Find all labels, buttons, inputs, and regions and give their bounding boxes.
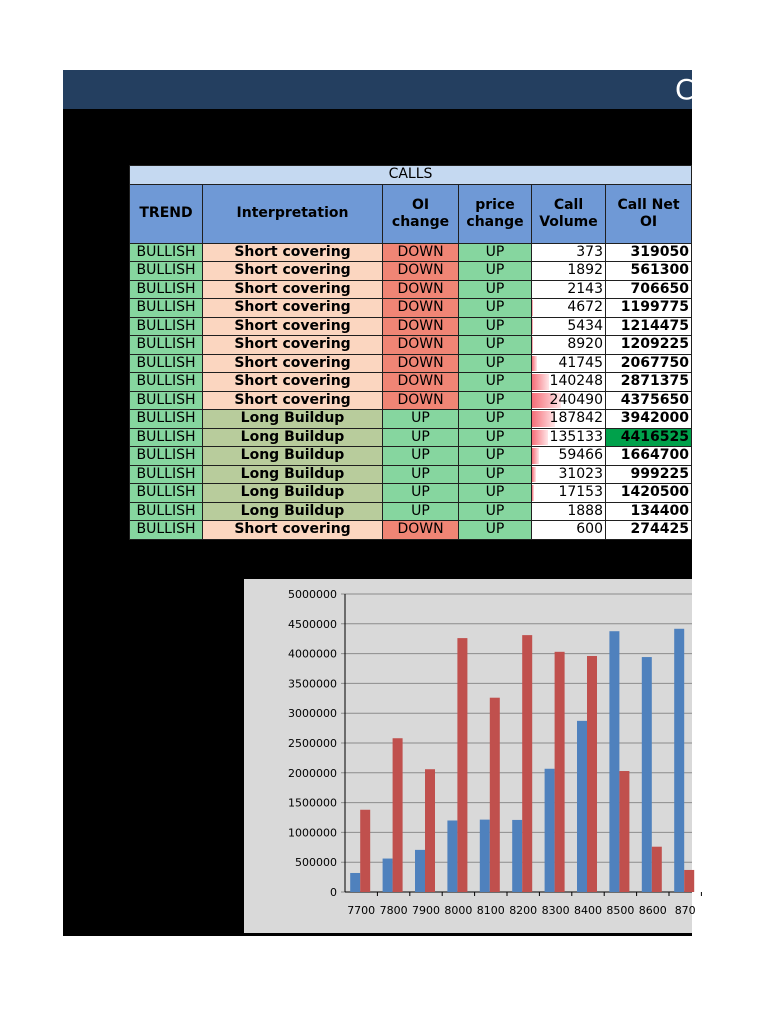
oi-change-cell[interactable]: DOWN — [383, 354, 459, 373]
call-net-oi-cell[interactable]: 3942000 — [606, 410, 692, 429]
chart-canvas — [244, 579, 696, 933]
oi-change-cell[interactable]: DOWN — [383, 373, 459, 392]
oi-change-cell[interactable]: UP — [383, 484, 459, 503]
interpretation-cell[interactable]: Long Buildup — [203, 447, 383, 466]
x-tick-label: 7900 — [412, 904, 440, 917]
interpretation-cell[interactable]: Short covering — [203, 521, 383, 540]
title-bar — [63, 70, 695, 109]
bar-series-1 — [350, 873, 360, 892]
net-oi-bar-chart — [244, 579, 696, 933]
price-change-cell[interactable]: UP — [459, 410, 532, 429]
bar-series-1 — [383, 859, 393, 892]
call-volume-cell[interactable] — [532, 428, 606, 447]
call-volume-value: 59466 — [558, 447, 603, 464]
interpretation-cell[interactable]: Short covering — [203, 262, 383, 281]
bar-series-1 — [512, 820, 522, 892]
sheet-title: C — [675, 73, 695, 106]
col-header-oi-change[interactable]: OI change — [383, 184, 459, 243]
bar-series-2 — [425, 769, 435, 892]
bar-series-1 — [480, 820, 490, 892]
call-net-oi-cell[interactable]: 319050 — [606, 243, 692, 262]
trend-cell[interactable]: BULLISH — [130, 262, 203, 281]
x-tick-label: 7800 — [379, 904, 408, 917]
trend-cell[interactable]: BULLISH — [130, 428, 203, 447]
interpretation-cell[interactable]: Short covering — [203, 243, 383, 262]
interpretation-cell[interactable]: Short covering — [203, 280, 383, 299]
volume-data-bar — [532, 448, 539, 464]
volume-data-bar — [532, 356, 537, 372]
column-header-row — [130, 184, 692, 243]
trend-cell[interactable]: BULLISH — [130, 373, 203, 392]
bar-series-1 — [447, 820, 457, 892]
bar-series-1 — [545, 769, 555, 892]
price-change-cell[interactable]: UP — [459, 465, 532, 484]
oi-change-cell[interactable]: UP — [383, 428, 459, 447]
call-volume-value: 140248 — [549, 373, 603, 390]
table-row — [130, 317, 692, 336]
price-change-cell[interactable]: UP — [459, 521, 532, 540]
call-volume-cell[interactable] — [532, 317, 606, 336]
table-row — [130, 484, 692, 503]
bar-series-2 — [587, 656, 597, 892]
interpretation-cell[interactable]: Short covering — [203, 391, 383, 410]
trend-cell[interactable]: BULLISH — [130, 521, 203, 540]
price-change-cell[interactable]: UP — [459, 391, 532, 410]
x-tick-label: 8300 — [541, 904, 570, 917]
y-tick-label: 4000000 — [288, 647, 337, 661]
table-row — [130, 373, 692, 392]
y-tick-label: 1000000 — [288, 826, 337, 840]
x-tick-label: 8600 — [638, 904, 667, 917]
trend-cell[interactable]: BULLISH — [130, 243, 203, 262]
y-tick-label: 4500000 — [288, 617, 337, 631]
y-tick-label: 0 — [330, 886, 337, 899]
call-volume-cell[interactable] — [532, 336, 606, 355]
call-net-oi-cell[interactable]: 134400 — [606, 502, 692, 521]
call-volume-cell[interactable] — [532, 484, 606, 503]
bar-series-2 — [522, 635, 532, 892]
bar-series-1 — [642, 657, 652, 892]
table-row — [130, 243, 692, 262]
bar-series-2 — [360, 810, 370, 892]
spreadsheet-area — [63, 70, 696, 936]
call-volume-cell[interactable] — [532, 354, 606, 373]
oi-change-cell[interactable]: DOWN — [383, 280, 459, 299]
call-volume-value: 240490 — [549, 391, 603, 408]
trend-cell[interactable]: BULLISH — [130, 484, 203, 503]
col-header-interpretation[interactable]: Interpretation — [203, 184, 383, 243]
bar-series-2 — [684, 870, 694, 892]
oi-change-cell[interactable]: DOWN — [383, 299, 459, 318]
interpretation-cell[interactable]: Short covering — [203, 299, 383, 318]
bar-series-2 — [393, 738, 403, 892]
call-net-oi-cell[interactable]: 4375650 — [606, 391, 692, 410]
col-header-call-volume[interactable]: Call Volume — [532, 184, 606, 243]
interpretation-cell[interactable]: Short covering — [203, 336, 383, 355]
call-volume-cell[interactable] — [532, 447, 606, 466]
oi-change-cell[interactable]: DOWN — [383, 336, 459, 355]
call-volume-cell[interactable] — [532, 243, 606, 262]
interpretation-cell[interactable]: Long Buildup — [203, 484, 383, 503]
call-volume-value: 187842 — [549, 410, 603, 427]
call-volume-value: 4672 — [567, 299, 603, 316]
y-tick-label: 5000000 — [288, 588, 337, 601]
price-change-cell[interactable]: UP — [459, 354, 532, 373]
table-row — [130, 280, 692, 299]
call-net-oi-cell[interactable]: 1209225 — [606, 336, 692, 355]
bar-series-2 — [457, 638, 467, 892]
price-change-cell[interactable]: UP — [459, 280, 532, 299]
interpretation-cell[interactable]: Long Buildup — [203, 502, 383, 521]
price-change-cell[interactable]: UP — [459, 373, 532, 392]
call-volume-value: 135133 — [549, 428, 603, 445]
oi-change-cell[interactable]: UP — [383, 502, 459, 521]
call-net-oi-cell[interactable]: 1199775 — [606, 299, 692, 318]
call-volume-value: 17153 — [558, 484, 603, 501]
call-net-oi-cell[interactable]: 561300 — [606, 262, 692, 281]
volume-data-bar — [532, 485, 534, 501]
call-volume-cell[interactable] — [532, 502, 606, 521]
call-net-oi-cell[interactable]: 706650 — [606, 280, 692, 299]
y-tick-label: 2000000 — [288, 766, 337, 780]
trend-cell[interactable]: BULLISH — [130, 465, 203, 484]
x-tick-label: 8500 — [606, 904, 635, 917]
call-volume-value: 600 — [576, 521, 603, 538]
x-tick-label: 870 — [674, 904, 696, 917]
volume-data-bar — [532, 337, 533, 353]
table-row — [130, 410, 692, 429]
bar-series-1 — [609, 631, 619, 892]
x-tick-label: 8400 — [574, 904, 602, 917]
table-row — [130, 391, 692, 410]
call-volume-cell[interactable] — [532, 299, 606, 318]
call-volume-cell[interactable] — [532, 465, 606, 484]
trend-cell[interactable]: BULLISH — [130, 354, 203, 373]
bar-series-2 — [490, 698, 500, 892]
group-header-row — [130, 166, 692, 185]
bar-series-1 — [674, 629, 684, 892]
table-row — [130, 521, 692, 540]
bar-series-2 — [652, 847, 662, 892]
table-row — [130, 502, 692, 521]
call-volume-value: 2143 — [567, 280, 603, 297]
col-header-price-change[interactable]: price change — [459, 184, 532, 243]
table-row — [130, 428, 692, 447]
call-volume-value: 31023 — [558, 465, 603, 482]
price-change-cell[interactable]: UP — [459, 299, 532, 318]
bar-series-1 — [415, 850, 425, 892]
volume-data-bar — [532, 374, 549, 390]
call-volume-cell[interactable] — [532, 262, 606, 281]
call-volume-cell[interactable] — [532, 373, 606, 392]
price-change-cell[interactable]: UP — [459, 317, 532, 336]
y-tick-label: 1500000 — [288, 796, 337, 810]
price-change-cell[interactable]: UP — [459, 336, 532, 355]
table-row — [130, 262, 692, 281]
x-tick-label: 8100 — [476, 904, 505, 917]
trend-cell[interactable]: BULLISH — [130, 299, 203, 318]
y-tick-label: 3000000 — [288, 707, 337, 721]
interpretation-cell[interactable]: Long Buildup — [203, 428, 383, 447]
interpretation-cell[interactable]: Long Buildup — [203, 465, 383, 484]
volume-data-bar — [532, 430, 548, 446]
oi-change-cell[interactable]: DOWN — [383, 317, 459, 336]
y-tick-label: 500000 — [295, 856, 337, 870]
call-net-oi-cell[interactable]: 1664700 — [606, 447, 692, 466]
call-volume-value: 8920 — [567, 336, 603, 353]
price-change-cell[interactable]: UP — [459, 447, 532, 466]
trend-cell[interactable]: BULLISH — [130, 410, 203, 429]
price-change-cell[interactable]: UP — [459, 262, 532, 281]
call-net-oi-cell[interactable]: 4416525 — [606, 428, 692, 447]
call-net-oi-cell[interactable]: 274425 — [606, 521, 692, 540]
call-volume-value: 1892 — [567, 262, 603, 279]
oi-change-cell[interactable]: DOWN — [383, 262, 459, 281]
table-row — [130, 336, 692, 355]
call-net-oi-cell[interactable]: 999225 — [606, 465, 692, 484]
calls-group-header: CALLS — [130, 166, 692, 185]
call-net-oi-cell[interactable]: 2067750 — [606, 354, 692, 373]
x-tick-label: 7700 — [347, 904, 376, 917]
call-volume-value: 41745 — [558, 354, 603, 371]
x-tick-label: 8200 — [509, 904, 538, 917]
col-header-call-net-oi[interactable]: Call Net OI — [606, 184, 692, 243]
call-volume-cell[interactable] — [532, 410, 606, 429]
price-change-cell[interactable]: UP — [459, 428, 532, 447]
oi-change-cell[interactable]: DOWN — [383, 521, 459, 540]
y-tick-label: 2500000 — [288, 737, 337, 750]
table-row — [130, 465, 692, 484]
y-tick-label: 3500000 — [288, 677, 337, 691]
volume-data-bar — [532, 319, 533, 335]
trend-cell[interactable]: BULLISH — [130, 336, 203, 355]
trend-cell[interactable]: BULLISH — [130, 280, 203, 299]
col-header-trend[interactable]: TREND — [130, 184, 203, 243]
interpretation-cell[interactable]: Short covering — [203, 354, 383, 373]
oi-change-cell[interactable]: UP — [383, 410, 459, 429]
oi-change-cell[interactable]: DOWN — [383, 391, 459, 410]
interpretation-cell[interactable]: Long Buildup — [203, 410, 383, 429]
oi-change-cell[interactable]: UP — [383, 465, 459, 484]
table-row — [130, 447, 692, 466]
table-row — [130, 299, 692, 318]
price-change-cell[interactable]: UP — [459, 502, 532, 521]
price-change-cell[interactable]: UP — [459, 243, 532, 262]
call-volume-cell[interactable] — [532, 391, 606, 410]
call-volume-value: 373 — [576, 243, 603, 260]
x-tick-label: 8000 — [444, 904, 473, 917]
volume-data-bar — [532, 300, 533, 316]
call-volume-cell[interactable] — [532, 280, 606, 299]
call-volume-value: 5434 — [567, 317, 603, 334]
call-net-oi-cell[interactable]: 2871375 — [606, 373, 692, 392]
trend-cell[interactable]: BULLISH — [130, 391, 203, 410]
call-volume-value: 1888 — [567, 502, 603, 519]
calls-table — [129, 165, 692, 540]
trend-cell[interactable]: BULLISH — [130, 502, 203, 521]
oi-change-cell[interactable]: UP — [383, 447, 459, 466]
call-net-oi-cell[interactable]: 1214475 — [606, 317, 692, 336]
volume-data-bar — [532, 467, 536, 483]
bar-series-2 — [619, 771, 629, 892]
trend-cell[interactable]: BULLISH — [130, 317, 203, 336]
call-volume-cell[interactable] — [532, 521, 606, 540]
bar-series-2 — [555, 652, 565, 892]
trend-cell[interactable]: BULLISH — [130, 447, 203, 466]
interpretation-cell[interactable]: Short covering — [203, 373, 383, 392]
call-net-oi-cell[interactable]: 1420500 — [606, 484, 692, 503]
price-change-cell[interactable]: UP — [459, 484, 532, 503]
oi-change-cell[interactable]: DOWN — [383, 243, 459, 262]
bar-series-1 — [577, 721, 587, 892]
table-row — [130, 354, 692, 373]
interpretation-cell[interactable]: Short covering — [203, 317, 383, 336]
